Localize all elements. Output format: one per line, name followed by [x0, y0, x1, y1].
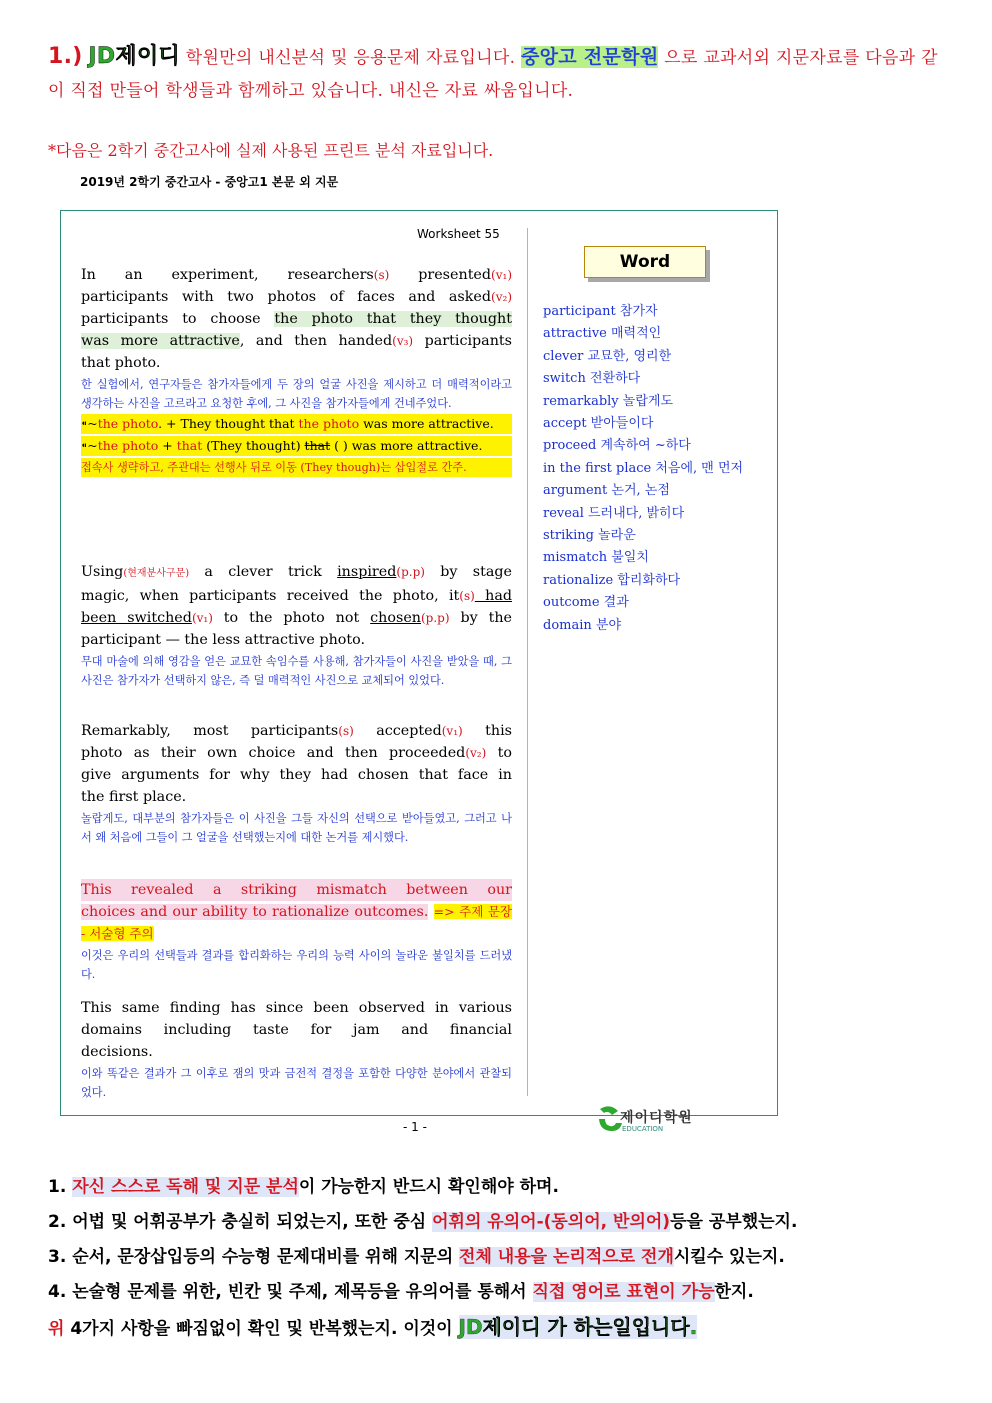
- translation-2: 무대 마술에 의해 영감을 얻은 교묘한 속임수를 사용해, 참가자들이 사진을 받았을 때, 그 사진은 참가자가 선택하지 않은, 즉 덜 매력적인 사진으로 교체되어 있었다.: [81, 655, 512, 687]
- translation-4: 이것은 우리의 선택들과 결과를 합리화하는 우리의 능력 사이의 놀라운 불일치를 드러냈다.: [81, 949, 512, 981]
- translation-5: 이와 똑같은 결과가 그 이후로 잼의 맛과 금전적 결정을 포함한 다양한 분야에서 관찰되었다.: [81, 1067, 512, 1099]
- passage-paragraph-5: This same finding has since been observed in various domains including taste for jam and financial decisions. 이와 똑같은 결과가 그 이후로 잼의 맛과 금전적 결정을 포함한 다양한 분야에서 관찰되었다.: [81, 997, 512, 1102]
- worksheet-title: Worksheet 55: [417, 227, 500, 241]
- vocab-item: rationalize 합리화하다: [543, 572, 681, 588]
- grammar-note-3: 접속사 생략하고, 주관대는 선행사 뒤로 이동 (They though)는 삽입절로 간주.: [81, 458, 512, 477]
- topic-sentence-tag: => 주제 문장 - 서술형 주의: [81, 904, 512, 941]
- footer-line-mid: [446, 1115, 596, 1116]
- check-item-4: 4. 논술형 문제를 위한, 빈칸 및 주제, 제목등을 유의어를 통해서 직접 영어로 표현이 가능한지.: [48, 1282, 754, 1302]
- intro-number: 1.): [48, 44, 83, 69]
- vocab-item: accept 받아들이다: [543, 416, 654, 432]
- column-divider: [527, 228, 528, 1096]
- vocab-item: mismatch 불일치: [543, 550, 649, 566]
- check-item-2: 2. 어법 및 어휘공부가 충실히 되었는지, 또한 중심 어휘의 유의어-(동의어, 반의어)등을 공부했는지.: [48, 1212, 798, 1232]
- translation-3: 놀랍게도, 대부분의 참가자들은 이 사진을 그들 자신의 선택으로 받아들였고, 그러고 나서 왜 처음에 그들이 그 얼굴을 선택했는지에 대한 논거를 제시했다.: [81, 812, 512, 844]
- passage-paragraph-3: Remarkably, most participants(s) accepted(v₁) this photo as their own choice and then proceeded(v₂) to give arguments for why they had chosen that face in the first place. 놀랍게도, 대부분의 참가자들은 이 사진을 그들 자신의 선택으로 받아들였고, 그러고 나서 왜 처음에 그들이 그 얼굴을 선택했는지에 대한 논거를 제시했다.: [81, 720, 512, 847]
- vocab-item: reveal 드러내다, 밝히다: [543, 505, 685, 521]
- grammar-note-1: ⁌~the photo. + They thought that the photo was more attractive.: [81, 414, 512, 434]
- footer-line-left: [60, 1115, 396, 1116]
- footer-line-right: [744, 1115, 778, 1116]
- print-note: *다음은 2학기 중간고사에 실제 사용된 프린트 분석 자료입니다.: [48, 141, 494, 160]
- logo-subtext: EDUCATION: [622, 1125, 664, 1133]
- page-number: - 1 -: [403, 1120, 427, 1134]
- vocab-item: switch 전환하다: [543, 371, 641, 387]
- logo-text: 제이디학원: [620, 1110, 693, 1126]
- vocab-item: outcome 결과: [543, 595, 629, 611]
- vocabulary-list: [543, 301, 765, 637]
- vocab-item: domain 분야: [543, 617, 622, 633]
- translation-1: 한 실험에서, 연구자들은 참가자들에게 두 장의 얼굴 사진을 제시하고 더 매력적이라고 생각하는 사진을 고르라고 요청한 후에, 그 사진을 참가자들에게 건네주었다.: [81, 378, 512, 410]
- vocab-item: striking 놀라운: [543, 528, 636, 544]
- vocab-item: attractive 매력적인: [543, 326, 662, 342]
- vocab-item: in the first place 처음에, 맨 먼저: [543, 460, 744, 476]
- vocab-item: argument 논거, 논점: [543, 483, 670, 499]
- intro-paragraph: [48, 40, 948, 108]
- academy-name: 중앙고 전문학원: [520, 46, 659, 68]
- vocab-item: proceed 계속하여 ~하다: [543, 438, 691, 454]
- vocab-item: participant 참가자: [543, 304, 658, 319]
- check-item-3: 3. 순서, 문장삽입등의 수능형 문제대비를 위해 지문의 전체 내용을 논리적으로 전개시킬수 있는지.: [48, 1247, 785, 1267]
- grammar-note-2: ⁌~the photo + that (They thought) that ( ) was more attractive.: [81, 436, 512, 456]
- vocab-item: clever 교묘한, 영리한: [543, 348, 672, 364]
- exam-subtitle: 2019년 2학기 중간고사 - 중앙고1 본문 외 지문: [80, 175, 339, 189]
- passage-paragraph-1: In an experiment, researchers(s) presented(v₁) participants with two photos of faces and asked(v₂) participants to choose the photo that they thought was more attractive, and then handed(v₃) participants that photo. 한 실험에서, 연구자들은 참가자들에게 두 장의 얼굴 사진을 제시하고 더 매력적이라고 생각하는 사진을 고르라고 요청한 후에, 그 사진을 참가자들에게 건네주었다. ⁌~the photo. + They thought that the photo was more attractive. ⁌~the photo + that (They thought) that ( ) was more attractive. 접속사 생략하고, 주관대는 선행사 뒤로 이동 (They though)는 삽입절로 간주.: [81, 264, 512, 477]
- checklist: [48, 1170, 958, 1347]
- passage-paragraph-4: This revealed a striking mismatch between our choices and our ability to rationalize outcomes. => 주제 문장 - 서술형 주의 이것은 우리의 선택들과 결과를 합리화하는 우리의 능력 사이의 놀라운 불일치를 드러냈다.: [81, 879, 512, 984]
- vocab-item: remarkably 놀랍게도: [543, 393, 674, 409]
- intro-text-1: 학원만의 내신분석 및 응용문제 자료입니다.: [180, 48, 521, 68]
- check-item-1: 1. 자신 스스로 독해 및 지문 분석이 가능한지 반드시 확인해야 하며.: [48, 1177, 559, 1197]
- brand-name: JD제이디: [88, 44, 181, 69]
- word-box-title: Word: [584, 246, 706, 278]
- intro-text-2: 으로 교과서외 지문자료를 다음과 같이 직접 만들어 학생들과 함께하고 있습니다. 내신은 자료 싸움입니다.: [48, 48, 938, 101]
- passage-paragraph-2: Using(현재분사구문) a clever trick inspired(p.p) by stage magic, when participants received the photo, it(s) had been switched(v₁) to the photo not chosen(p.p) by the participant — the less attractive photo. 무대 마술에 의해 영감을 얻은 교묘한 속임수를 사용해, 참가자들이 사진을 받았을 때, 그 사진은 참가자가 선택하지 않은, 즉 덜 매력적인 사진으로 교체되어 있었다.: [81, 561, 512, 690]
- academy-logo: [596, 1103, 746, 1139]
- check-summary: 위 4가지 사항을 빠짐없이 확인 및 반복했는지. 이것이 JD제이디 가 하는일입니다.: [48, 1315, 698, 1339]
